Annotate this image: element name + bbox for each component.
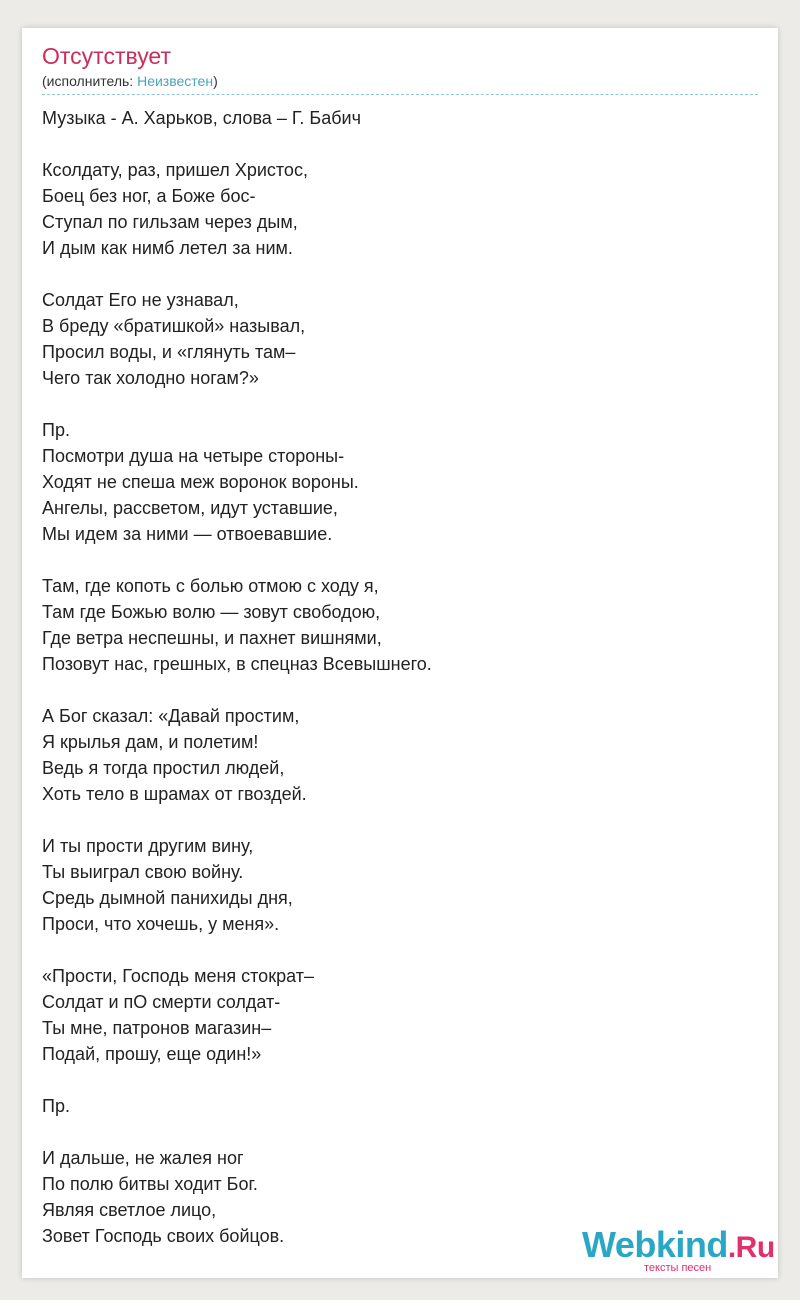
lyrics-stanza [42,963,432,1067]
lyrics-line: И дальше, не жалея ног [42,1148,244,1168]
lyrics-line: Солдат Его не узнавал, [42,290,239,310]
lyrics-stanza [42,157,432,261]
song-title: Отсутствует [42,43,171,69]
lyrics-stanza [42,287,432,391]
lyrics-line: Подай, прошу, еще один!» [42,1044,262,1064]
lyrics-line: Там, где копоть с болью отмою с ходу я, [42,576,379,596]
lyrics-line: Ты выиграл свою войну. [42,862,244,882]
lyrics-stanza [42,833,432,937]
lyrics-line: Мы идем за ними — отвоевавшие. [42,524,333,544]
lyrics-line: Я крылья дам, и полетим! [42,732,259,752]
logo-main: Webkind [582,1224,728,1265]
logo-tagline: тексты песен [644,1262,712,1274]
lyrics-line: Являя светлое лицо, [42,1200,217,1220]
lyrics-line: Там где Божью волю — зовут свободою, [42,602,381,622]
lyrics-line: Позовут нас, грешных, в спецназ Всевышнего. [42,654,432,674]
lyrics-line: Ты мне, патронов магазин– [42,1018,272,1038]
lyrics-line: По полю битвы ходит Бог. [42,1174,258,1194]
logo-wordmark [582,1224,775,1266]
lyrics-line: Просил воды, и «глянуть там– [42,342,296,362]
title-divider [42,94,758,95]
lyrics-stanza [42,417,432,547]
lyrics-line: Боец без ног, а Боже бос- [42,186,256,206]
lyrics-stanza [42,573,432,677]
lyrics-stanza [42,703,432,807]
lyrics-stanza [42,1145,432,1249]
lyrics-line: Ксолдату, раз, пришел Христос, [42,160,308,180]
artist-prefix: (исполнитель: [42,73,138,89]
lyrics-line: Чего так холодно ногам?» [42,368,259,388]
webkind-logo[interactable] [582,1224,775,1276]
artist-suffix: ) [213,73,218,89]
lyrics-card [22,28,778,1278]
lyrics-line: «Прости, Господь меня стократ– [42,966,314,986]
artist-link[interactable]: Неизвестен [137,73,214,89]
lyrics-line: А Бог сказал: «Давай простим, [42,706,300,726]
lyrics-line: Хоть тело в шрамах от гвоздей. [42,784,307,804]
artist-line [42,73,218,89]
lyrics-line: Пр. [42,1096,70,1116]
lyrics-line: Музыка - А. Харьков, слова – Г. Бабич [42,108,361,128]
lyrics-line: Посмотри душа на четыре стороны- [42,446,345,466]
lyrics-line: И дым как нимб летел за ним. [42,238,293,258]
lyrics-line: Пр. [42,420,70,440]
lyrics-line: Ведь я тогда простил людей, [42,758,285,778]
lyrics-line: Средь дымной панихиды дня, [42,888,293,908]
lyrics-body [42,105,432,1249]
lyrics-stanza [42,1093,432,1119]
lyrics-line: И ты прости другим вину, [42,836,254,856]
lyrics-line: В бреду «братишкой» называл, [42,316,306,336]
lyrics-line: Ходят не спеша меж воронок вороны. [42,472,359,492]
lyrics-line: Зовет Господь своих бойцов. [42,1226,285,1246]
logo-tld: .Ru [727,1231,775,1264]
lyrics-line: Ступал по гильзам через дым, [42,212,298,232]
lyrics-line: Проси, что хочешь, у меня». [42,914,280,934]
lyrics-line: Ангелы, рассветом, идут уставшие, [42,498,338,518]
lyrics-line: Где ветра неспешны, и пахнет вишнями, [42,628,382,648]
lyrics-stanza [42,105,432,131]
lyrics-line: Солдат и пО смерти солдат- [42,992,281,1012]
